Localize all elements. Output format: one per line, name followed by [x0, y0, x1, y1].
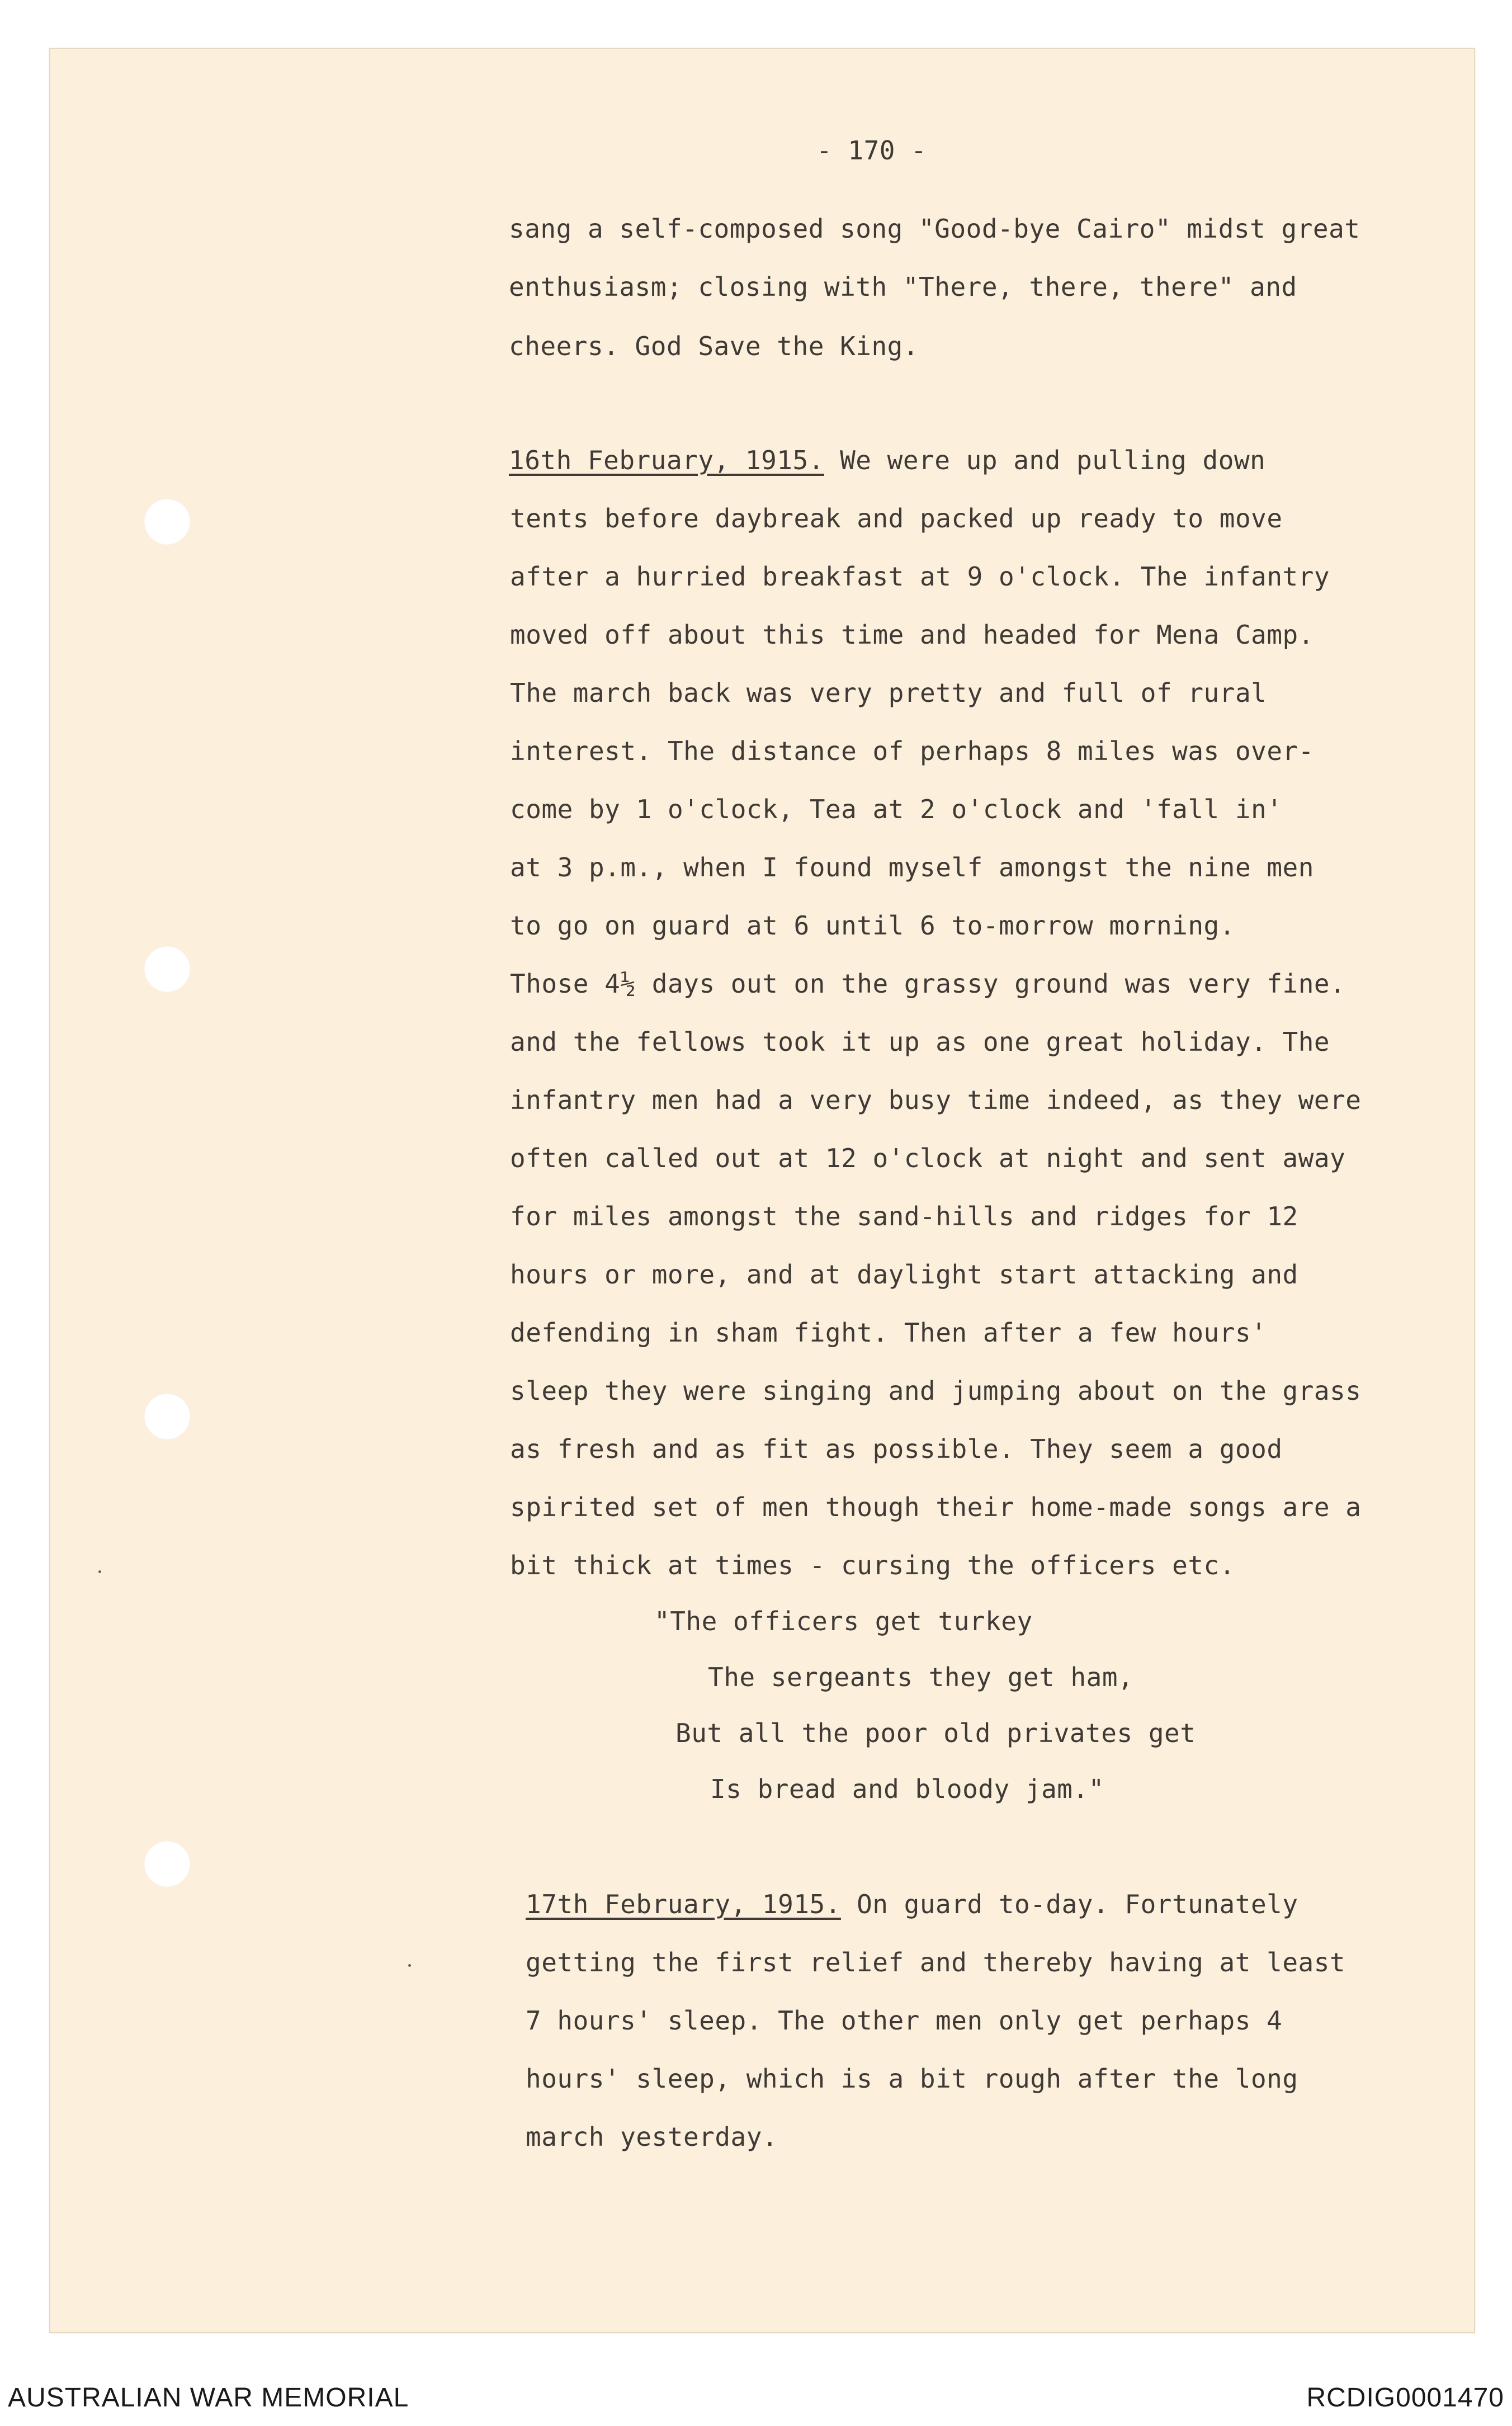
- text-line: hours or more, and at daylight start attacking and: [510, 1259, 1298, 1290]
- text-line: defending in sham fight. Then after a few hours': [510, 1318, 1267, 1348]
- entry-date: 17th February, 1915.: [526, 1889, 841, 1919]
- text-line: march yesterday.: [526, 2122, 778, 2152]
- entry-date: 16th February, 1915.: [509, 445, 824, 475]
- text-line: The march back was very pretty and full of rural: [510, 678, 1267, 708]
- text-line: moved off about this time and headed for Mena Camp.: [510, 620, 1314, 650]
- text-line: 7 hours' sleep. The other men only get perhaps 4: [526, 2005, 1283, 2036]
- text-line: as fresh and as fit as possible. They seem a good: [510, 1434, 1283, 1464]
- text-line: enthusiasm; closing with "There, there, there" and: [509, 272, 1297, 302]
- text-line: cheers. God Save the King.: [509, 331, 919, 361]
- text-line: after a hurried breakfast at 9 o'clock. The infantry: [510, 561, 1330, 592]
- text-line: for miles amongst the sand-hills and ridges for 12: [510, 1201, 1298, 1231]
- entry-line: [526, 1889, 1298, 1919]
- footer-record-id: RCDIG0001470: [1306, 2383, 1504, 2413]
- text-line: often called out at 12 o'clock at night and sent away: [510, 1143, 1346, 1173]
- footer-institution: AUSTRALIAN WAR MEMORIAL: [8, 2383, 409, 2413]
- text-line: at 3 p.m., when I found myself amongst the nine men: [510, 852, 1314, 882]
- verse-line: The sergeants they get ham,: [708, 1662, 1134, 1692]
- text-line: sang a self-composed song "Good-bye Cairo" midst great: [509, 214, 1360, 244]
- page-number: - 170 -: [816, 135, 927, 166]
- text-line: tents before daybreak and packed up ready to move: [510, 503, 1283, 534]
- paper-speck: [408, 1964, 411, 1967]
- punch-hole: [144, 946, 190, 992]
- text-line: Those 4½ days out on the grassy ground was very fine.: [510, 969, 1346, 999]
- entry-text: We were up and pulling down: [824, 445, 1266, 475]
- text-line: come by 1 o'clock, Tea at 2 o'clock and 'fall in': [510, 794, 1283, 824]
- text-line: sleep they were singing and jumping about on the grass: [510, 1376, 1362, 1406]
- punch-hole: [144, 499, 190, 545]
- text-line: and the fellows took it up as one great holiday. The: [510, 1027, 1330, 1057]
- text-line: getting the first relief and thereby having at least: [526, 1947, 1346, 1977]
- paper-speck: [98, 1570, 101, 1573]
- entry-text: On guard to-day. Fortunately: [840, 1889, 1298, 1919]
- entry-line: [509, 445, 1265, 475]
- text-line: interest. The distance of perhaps 8 miles was over-: [510, 736, 1314, 766]
- text-line: spirited set of men though their home-made songs are a: [510, 1492, 1362, 1522]
- document-page: [49, 48, 1475, 2333]
- verse-line: Is bread and bloody jam.": [710, 1774, 1104, 1804]
- punch-hole: [144, 1841, 190, 1887]
- text-line: infantry men had a very busy time indeed, as they were: [510, 1085, 1362, 1115]
- punch-hole: [144, 1394, 190, 1439]
- verse-line: "The officers get turkey: [654, 1606, 1033, 1636]
- text-line: to go on guard at 6 until 6 to-morrow morning.: [510, 910, 1235, 941]
- text-line: bit thick at times - cursing the officers etc.: [510, 1550, 1235, 1580]
- text-line: hours' sleep, which is a bit rough after the long: [526, 2064, 1298, 2094]
- verse-line: But all the poor old privates get: [675, 1718, 1196, 1748]
